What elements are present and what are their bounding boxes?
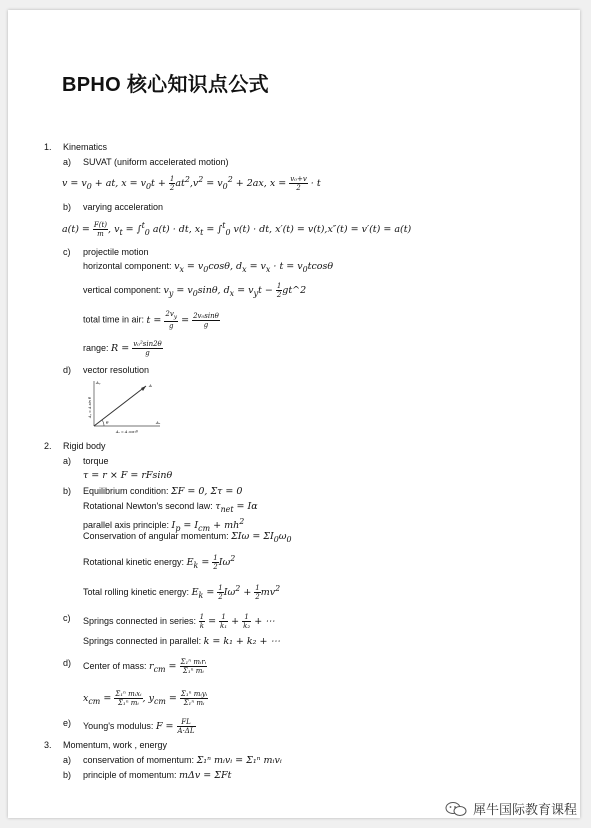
page-title: BPHO 核心知识点公式 — [62, 74, 269, 96]
formula-angular-momentum: Conservation of angular momentum: $\Sigma I\omega = \Sigma I_0\omega_0$ — [83, 531, 292, 544]
formula-springs-series: Springs connected in series: $\frac{1}{k}$ = $\frac{1}{\text{k₁}}$ + $\frac{1}{\text{k₂}}$ + ⋯ — [83, 613, 275, 630]
formula-center-of-mass: Center of mass: $r_{cm}$ = $\frac{\text{Σ₁ⁿ mᵢrᵢ}}{\text{Σ₁ⁿ mᵢ}}$ — [83, 658, 207, 675]
formula-principle-momentum: principle of momentum: mΔv = ΣFt — [83, 770, 232, 781]
watermark-text: 犀牛国际教育课程 — [472, 802, 577, 817]
item-label: b) — [63, 202, 72, 212]
section-number: 3. — [44, 740, 52, 750]
formula-vertical-component: vertical component: $v_y = v_0\sin\theta$, $d_x = v_yt$ − $\frac{1}{2}$ gt^2 — [83, 282, 307, 299]
vector-resolution-diagram — [88, 378, 168, 438]
formula-horizontal-component: horizontal component: $v_x = v_0\cos\theta$, $d_x = v_x \cdot t = v_0tcos\theta$ — [83, 261, 334, 274]
item-label: c) — [63, 247, 71, 257]
formula-center-of-mass-xy: $x_{cm}$ = $\frac{\text{Σ₁ⁿ mᵢxᵢ}}{\text{Σ₁ⁿ mᵢ}}$ , $y_{cm}$ = $\frac{\text{Σ₁ⁿ mᵢyᵢ}}{\text{Σ₁ⁿ mᵢ}}$ — [83, 690, 208, 707]
formula-range: range: R = $\frac{\text{v₀²sin2θ}}{g}$ — [83, 340, 162, 357]
item-label: a) — [63, 157, 72, 167]
item-label: a) — [63, 456, 72, 466]
vector-a-arrowhead — [141, 386, 146, 391]
formula-youngs-modulus: Young's modulus: F = $\frac{FL}{A\cdot\Delta L}$ — [83, 718, 195, 735]
formula-rolling-ke: Total rolling kinetic energy: $E_k$ = $\frac{1}{2}$ $I\omega^2$ + $\frac{1}{2}$ $mv^2$ — [83, 584, 281, 602]
document-page — [8, 10, 580, 818]
item-text-vector-resolution: vector resolution — [83, 365, 150, 375]
item-text-suvat: SUVAT (uniform accelerated motion) — [83, 157, 229, 167]
label-ay: Aᵧ — [96, 380, 101, 385]
item-label: b) — [63, 770, 72, 780]
formula-parallel-axis: parallel axis principle: $I_p = I_{cm} + mh^2$ — [83, 517, 245, 534]
wechat-icon — [445, 802, 467, 816]
item-label: d) — [63, 658, 72, 668]
item-label: e) — [63, 718, 72, 728]
item-label: c) — [63, 613, 71, 623]
section-title-momentum: Momentum, work , energy — [63, 740, 168, 750]
formula-total-time: total time in air: t = $\frac{2v_y}{g}$ = $\frac{\text{2v₀sinθ}}{g}$ — [83, 310, 219, 331]
formula-equilibrium: Equilibrium condition: ΣF = 0, Στ = 0 — [83, 486, 243, 497]
formula-conservation-momentum: conservation of momentum: Σ₁ⁿ mᵢvᵢ = Σ₁ⁿ mᵢvᵢ — [83, 755, 282, 766]
label-horizontal-component: Aₓ = A cos θ — [116, 430, 138, 434]
item-text-projectile: projectile motion — [83, 247, 149, 257]
label-a: A — [149, 383, 152, 388]
item-text-varying-acceleration: varying acceleration — [83, 202, 164, 212]
label-theta: θ — [106, 420, 109, 425]
section-number: 1. — [44, 142, 52, 152]
formula-torque: τ = r × F = rFsinθ — [83, 470, 173, 481]
formula-varying-acceleration: a(t) = $\frac{F(t)}{m}$ , $v_t = \int^t_0$ a(t) · dt, $x_t = \int^t_0$ v(t) · dt, x′(t) = v(t),x″(t) = v′(t) = a(t) — [62, 221, 412, 239]
section-title-kinematics: Kinematics — [63, 142, 108, 152]
item-text-torque: torque — [83, 456, 109, 466]
section-title-rigid-body: Rigid body — [63, 441, 106, 451]
item-label: b) — [63, 486, 72, 496]
item-label: d) — [63, 365, 72, 375]
formula-suvat: $v = v_0$ + at, $x = v_0t$ + $\frac{1}{2}$ $at^2,v^2 = v_0^2 + 2ax$, x = $\frac{\text{v₀+v}}{2}$ · t — [62, 175, 321, 193]
label-vertical-component: Aᵧ = A sin θ — [88, 396, 92, 418]
watermark — [445, 799, 577, 818]
item-label: a) — [63, 755, 72, 765]
formula-rotational-newton: Rotational Newton's second law: $\tau_{net} = I\alpha$ — [83, 501, 258, 514]
formula-rotational-ke: Rotational kinetic energy: $E_k$ = $\frac{1}{2}$ $I\omega^2$ — [83, 554, 236, 572]
formula-springs-parallel: Springs connected in parallel: k = k₁ + k₂ + ⋯ — [83, 636, 280, 647]
theta-arc — [102, 420, 104, 426]
label-ax: Aₓ — [156, 420, 161, 425]
section-number: 2. — [44, 441, 52, 451]
vector-a-arrow — [94, 386, 146, 426]
